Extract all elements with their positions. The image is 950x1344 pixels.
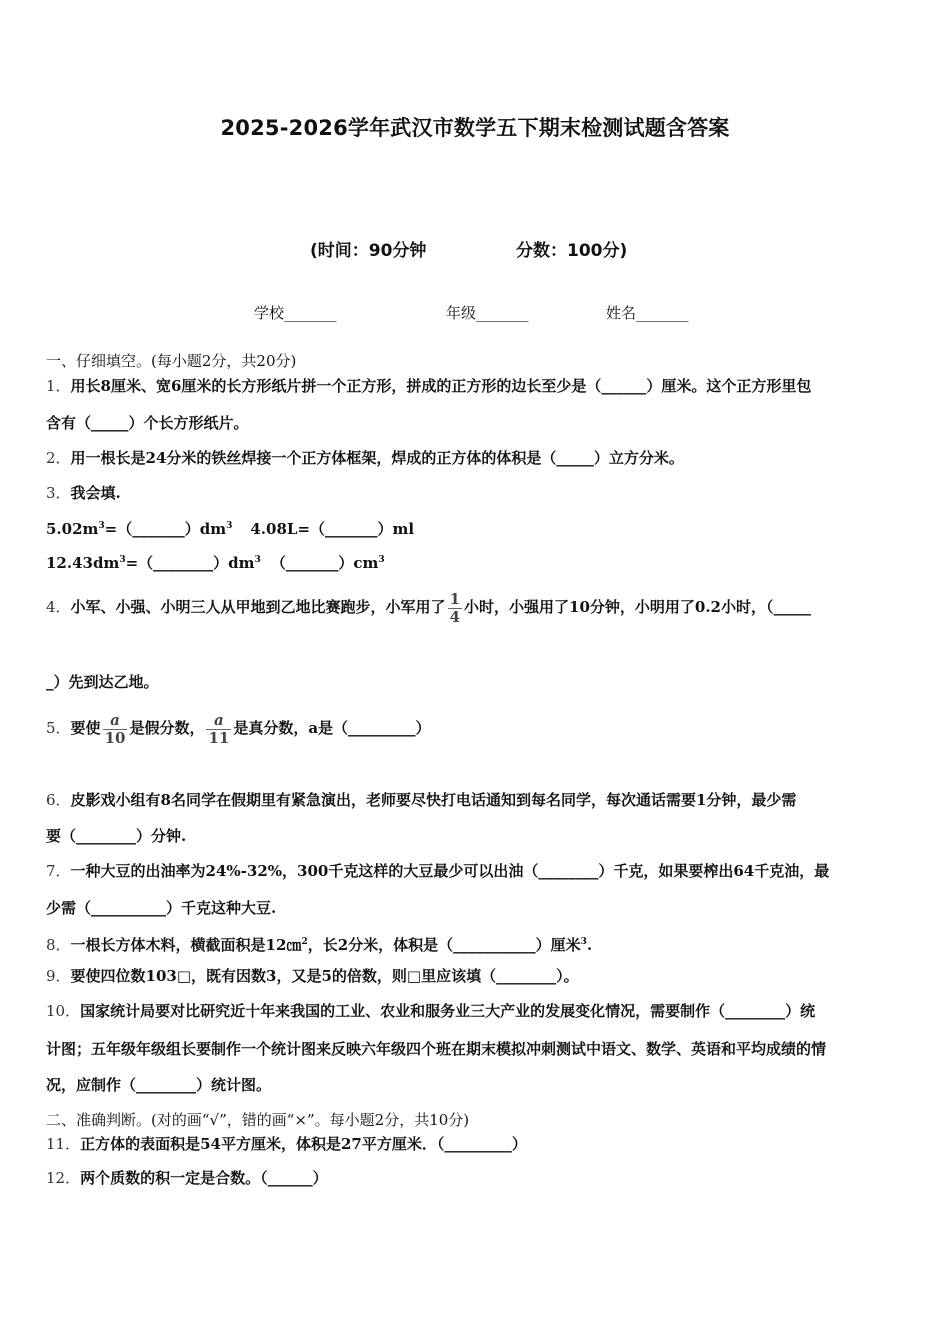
q9-text: 要使四位数103□，既有因数3，又是5的倍数，则□里应该填（________）。 [70, 967, 579, 985]
q4-text1: 小军、小强、小明三人从甲地到乙地比赛跑步，小军用了 [70, 598, 446, 616]
q4-frac-denominator: 4 [449, 607, 460, 626]
q3-a2: =（_______）dm [104, 520, 227, 538]
q3-a1: 5.02m [46, 520, 99, 538]
page-title: 2025-2026学年武汉市数学五下期末检测试题含答案 [220, 116, 730, 140]
grade-field: 年级_______ [446, 304, 529, 322]
q4-number: 4． [46, 598, 71, 616]
q3-row1 [46, 516, 414, 539]
q3-a3: 4.08L=（_______）ml [250, 520, 415, 538]
q1-text1: 用长8厘米、宽6厘米的长方形纸片拼一个正方形，拼成的正方形的边长至少是（______）厘米。这个正方形里包 [70, 377, 812, 395]
q11 [46, 1134, 527, 1154]
q6-number: 6． [46, 791, 71, 809]
q6-line1 [46, 790, 796, 810]
q3-b1-sup: 3 [119, 555, 126, 565]
q7-number: 7． [46, 862, 71, 880]
q5-text1: 要使 [70, 719, 101, 737]
q10-line1 [46, 1001, 815, 1021]
q3-number: 3． [46, 484, 71, 502]
q12 [46, 1168, 328, 1188]
q8-number: 8． [46, 936, 71, 954]
q2-text: 用一根长是24分米的铁丝焊接一个正方体框架，焊成的正方体的体积是（_____）立方分米。 [70, 449, 684, 467]
q9 [46, 966, 579, 986]
q5-f1-numerator: a [103, 712, 128, 730]
q8 [46, 932, 592, 955]
q4-frac-numerator: 1 [449, 589, 460, 608]
q8-cube-sup: 3 [580, 937, 587, 947]
q4-fraction [448, 591, 462, 626]
q8-text2: ，长2分米，体积是（___________）厘米 [307, 936, 581, 954]
q1-line2: 含有（_____）个长方形纸片。 [46, 414, 249, 432]
q2-number: 2． [46, 449, 71, 467]
q5-text2: 是假分数， [129, 719, 205, 737]
q7-line1 [46, 861, 829, 881]
q5-f2-numerator: a [206, 712, 231, 730]
q6-line2: 要（________）分钟. [46, 827, 187, 845]
q8-text3: . [586, 936, 593, 954]
q3-row2 [46, 550, 385, 573]
name-field: 姓名_______ [606, 304, 689, 322]
q1-number: 1． [46, 377, 71, 395]
q7-line2: 少需（__________）千克这种大豆. [46, 899, 277, 917]
section2-heading: 二、准确判断。(对的画“√”，错的画“×”。每小题2分，共10分) [46, 1111, 470, 1129]
q3-b3: （_______）cm [270, 554, 379, 572]
q7-text1: 一种大豆的出油率为24%-32%，300千克这样的大豆最少可以出油（________）千克，如果要榨出64千克油，最 [70, 862, 830, 880]
q9-number: 9． [46, 967, 71, 985]
q5-f1-denominator: 10 [104, 728, 126, 747]
q4-line1 [46, 588, 811, 626]
q5-fraction1 [103, 712, 128, 747]
q4-line2: _）先到达乙地。 [46, 673, 159, 691]
q5-f2-denominator: 11 [208, 728, 230, 747]
q3-b2: =（________）dm [125, 554, 255, 572]
section1-heading: 一、仔细填空。(每小题2分，共20分) [46, 352, 297, 370]
q5-fraction2 [206, 712, 231, 747]
q10-number: 10． [46, 1002, 81, 1020]
q11-text: 正方体的表面积是54平方厘米，体积是27平方厘米．（_________） [80, 1135, 527, 1153]
q6-text1: 皮影戏小组有8名同学在假期里有紧急演出，老师要尽快打电话通知到每名同学，每次通话需要1分钟，最少需 [70, 791, 797, 809]
q10-line3: 况，应制作（________）统计图。 [46, 1076, 272, 1094]
q10-text1: 国家统计局要对比研究近十年来我国的工业、农业和服务业三大产业的发展变化情况，需要制作（________）统 [80, 1002, 816, 1020]
q5-number: 5． [46, 719, 71, 737]
q3-b3-sup: 3 [378, 555, 385, 565]
q2 [46, 448, 684, 468]
q3-b1: 12.43dm [46, 554, 120, 572]
q5-text3: 是真分数，a是（_________） [233, 719, 431, 737]
q8-text1: 一根长方体木料，横截面积是12㎝ [70, 936, 302, 954]
exam-time: (时间：90分钟 [310, 241, 427, 261]
q12-number: 12． [46, 1169, 81, 1187]
q3-a2-sup: 3 [226, 521, 233, 531]
school-field: 学校_______ [254, 304, 337, 322]
q11-number: 11． [46, 1135, 81, 1153]
q1-line1 [46, 376, 811, 396]
q3 [46, 483, 121, 503]
q3-a1-sup: 3 [98, 521, 105, 531]
q12-text: 两个质数的积一定是合数。（______） [80, 1169, 328, 1187]
q4-text2: 小时，小强用了10分钟，小明用了0.2小时，（_____ [464, 598, 811, 616]
q8-sq-sup: 2 [301, 937, 308, 947]
q3-b2-sup: 3 [254, 555, 261, 565]
q10-line2: 计图；五年级年级组长要制作一个统计图来反映六年级四个班在期末模拟冲刺测试中语文、数学、英语和平均成绩的情 [46, 1040, 827, 1058]
q5 [46, 709, 431, 747]
q3-text: 我会填. [70, 484, 121, 502]
exam-score: 分数：100分) [516, 241, 628, 261]
